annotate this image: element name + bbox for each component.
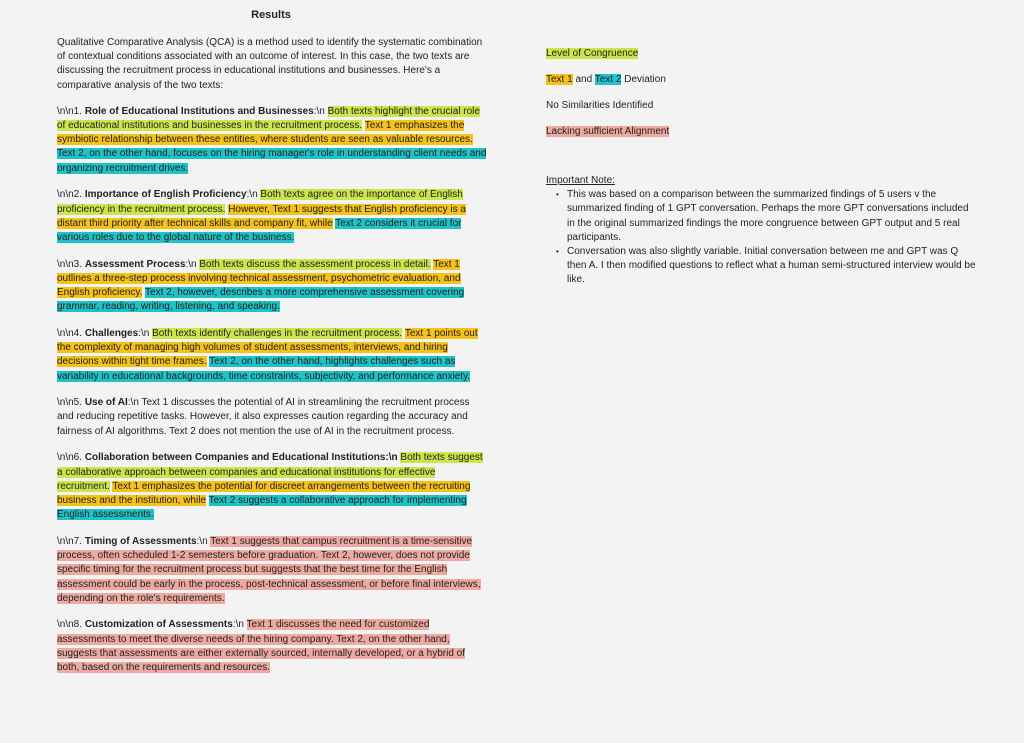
highlighted-text: Text 1 discusses the need for customized assessments to meet the diverse needs of the hiring company. Text 2, on the other hand, suggests that assessments are either externally sourced, internally developed, or a hybrid of both, based on the requirements and resources. [57, 619, 465, 674]
note-item: • Conversation was also slightly variable. Initial conversation between me and GPT was Q then A. I then modified questions to reflect what a human semi-structured interview would be like. [567, 245, 976, 288]
section-heading: Assessment Process [84, 258, 186, 270]
highlighted-text: Text 1 points out the complexity of managing high volumes of student assessments, interviews, and hiring decisions within tight time frames. [57, 327, 478, 368]
section-heading: Importance of English Proficiency [84, 189, 247, 201]
section-heading: Role of Educational Institutions and Businesses [84, 105, 314, 117]
highlighted-text: Both texts suggest a collaborative approach between companies and educational institutions for effective recruitment. [57, 452, 483, 492]
important-note [546, 174, 976, 288]
legend [546, 47, 669, 151]
highlighted-text: Text 1 emphasizes the symbiotic relationship between these entities, where students are seen as valuable resources. [57, 120, 473, 146]
highlighted-text: Text 2 considers it crucial for various roles due to the global nature of the business. [57, 217, 462, 243]
section-prefix: \n\n4. [57, 327, 85, 339]
section-heading: Customization of Assessments [84, 619, 233, 631]
section-prefix: \n\n1. [57, 105, 85, 117]
section-separator: :\n [196, 535, 211, 547]
legend-deviation-label: Deviation [621, 74, 666, 85]
section-separator: :\n [246, 189, 261, 201]
analysis-section [57, 618, 487, 675]
highlighted-text: Text 2 suggests a collaborative approach for implementing English assessments. [57, 494, 467, 521]
section-separator: :\n [313, 105, 328, 117]
intro-paragraph: Qualitative Comparative Analysis (QCA) is a method used to identify the systematic combination of contextual conditions associated with an outcome of interest. In this case, the two texts are discussing the recruitment process in educational institutions and businesses. Here's a comparative analysis of the two texts: [57, 37, 483, 91]
legend-deviation [546, 73, 669, 87]
legend-congruence [546, 47, 669, 61]
section-text: Text 1 discusses the potential of AI in streamlining the recruitment process and reducing repetitive tasks. However, it also expresses caution regarding the accuracy and fairness of AI algorithms. Text 2 does not mention the use of AI in the recruitment process. [57, 397, 470, 437]
legend-lacking [546, 125, 669, 139]
analysis-section [57, 258, 487, 315]
section-heading: Collaboration between Companies and Educational Institutions:\n [84, 452, 398, 464]
section-separator: :\n [138, 327, 153, 339]
highlighted-text: Both texts identify challenges in the recruitment process. [152, 327, 403, 339]
legend-text1-label: Text 1 [546, 74, 573, 85]
note-item: • This was based on a comparison between the summarized findings of 5 users v the summarized finding of 1 GPT conversation. Perhaps the more GPT conversations included in the original summarized findings the more congruence between GPT output and 5 real participants. [567, 188, 976, 245]
note-title: Important Note: [546, 175, 615, 186]
legend-no-similarities: No Similarities Identified [546, 100, 654, 111]
section-heading: Use of AI [84, 397, 128, 409]
section-prefix: \n\n8. [57, 619, 85, 631]
page-title: Results [251, 9, 291, 21]
section-prefix: \n\n5. [57, 397, 85, 409]
highlighted-text: Text 2, on the other hand, highlights challenges such as variability in educational backgrounds, time constraints, subjectivity, and performance anxiety. [57, 356, 471, 382]
section-separator: :\n [232, 619, 247, 631]
section-heading: Timing of Assessments [84, 535, 197, 547]
section-prefix: \n\n3. [57, 258, 85, 270]
analysis-section [57, 105, 487, 176]
legend-text2-label: Text 2 [594, 74, 622, 85]
analysis-section [57, 188, 487, 245]
results-body [57, 36, 487, 688]
legend-congruence-label: Level of Congruence [546, 48, 639, 59]
section-prefix: \n\n2. [57, 189, 85, 201]
highlighted-text: Both texts discuss the assessment process in detail. [199, 258, 431, 270]
highlighted-text: Text 1 emphasizes the potential for discreet arrangements between the recruiting business and the institution, while [57, 480, 471, 506]
analysis-section [57, 327, 487, 384]
highlighted-text: Text 1 outlines a three-step process involving technical assessment, psychometric evaluation, and English proficiency. [57, 258, 461, 299]
highlighted-text: Both texts agree on the importance of English proficiency in the recruitment process. [57, 189, 463, 215]
analysis-section [57, 451, 487, 522]
legend-lacking-label: Lacking sufficient Alignment [546, 126, 670, 137]
section-separator: :\n [185, 258, 200, 270]
note-list [546, 188, 976, 287]
highlighted-text: Text 2, however, describes a more comprehensive assessment covering grammar, reading, writing, listening, and speaking. [57, 287, 465, 313]
section-prefix: \n\n7. [57, 535, 85, 547]
highlighted-text: Text 1 suggests that campus recruitment is a time-sensitive process, often scheduled 1-2 semesters before graduation. Text 2, however, does not provide specific timing for the recruitment process but suggests that the best time for the English assessment could be early in the process, post-technical assessment, or before final interviews, depending on the role's requirements. [57, 535, 481, 604]
highlighted-text: Text 2, on the other hand, focuses on the hiring manager's role in understanding client needs and organizing recruitment drives. [57, 148, 487, 174]
legend-and-label: and [572, 74, 595, 85]
analysis-sections [57, 105, 487, 675]
highlighted-text: Both texts highlight the crucial role of educational institutions and businesses in the recruitment process. [57, 105, 480, 132]
analysis-section [57, 396, 487, 439]
section-separator: :\n [127, 397, 142, 409]
analysis-section [57, 535, 487, 606]
highlighted-text: However, Text 1 suggests that English proficiency is a distant third priority after technical skills and company fit, while [57, 203, 466, 229]
section-heading: Challenges [84, 327, 139, 339]
section-prefix: \n\n6. [57, 452, 85, 464]
